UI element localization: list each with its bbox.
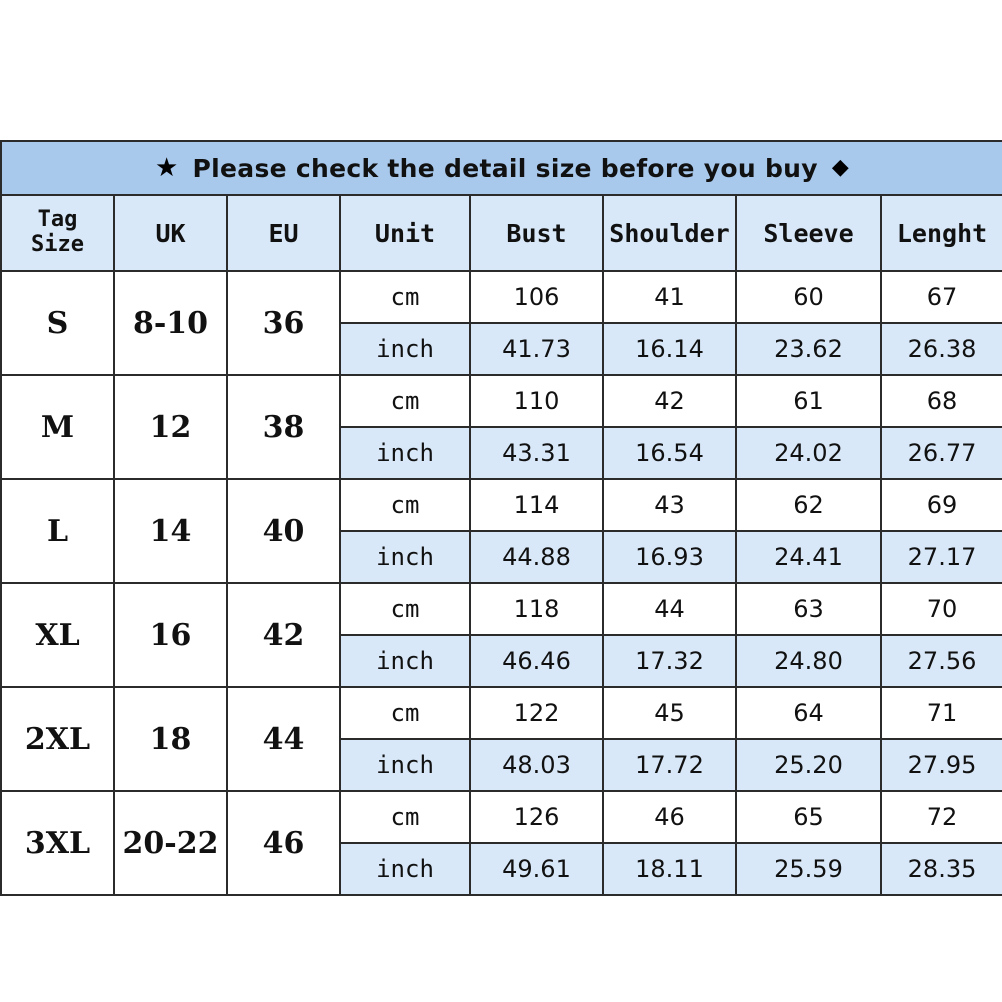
cell-sleeve-inch: 24.02 (736, 427, 881, 479)
cell-unit-cm: cm (340, 375, 470, 427)
cell-uk: 8-10 (114, 271, 227, 375)
column-header-uk: UK (114, 195, 227, 271)
cell-length-inch: 26.38 (881, 323, 1002, 375)
cell-sleeve-inch: 25.20 (736, 739, 881, 791)
cell-bust-cm: 118 (470, 583, 603, 635)
table-row (1, 583, 1002, 635)
column-header-length: Lenght (881, 195, 1002, 271)
cell-uk: 20-22 (114, 791, 227, 895)
cell-eu: 46 (227, 791, 340, 895)
cell-sleeve-inch: 24.41 (736, 531, 881, 583)
cell-bust-cm: 126 (470, 791, 603, 843)
cell-tag-size: S (1, 271, 114, 375)
cell-unit-inch: inch (340, 531, 470, 583)
cell-sleeve-cm: 62 (736, 479, 881, 531)
cell-sleeve-cm: 61 (736, 375, 881, 427)
banner-cell (1, 141, 1002, 195)
cell-eu: 40 (227, 479, 340, 583)
cell-length-inch: 27.17 (881, 531, 1002, 583)
column-header-bust: Bust (470, 195, 603, 271)
cell-shoulder-cm: 43 (603, 479, 736, 531)
header-tag-line2: Size (31, 232, 84, 257)
column-header-tag-size (1, 195, 114, 271)
table-row (1, 479, 1002, 531)
cell-uk: 16 (114, 583, 227, 687)
cell-shoulder-inch: 17.32 (603, 635, 736, 687)
cell-bust-cm: 106 (470, 271, 603, 323)
cell-tag-size: 2XL (1, 687, 114, 791)
column-header-sleeve: Sleeve (736, 195, 881, 271)
cell-unit-inch: inch (340, 635, 470, 687)
cell-shoulder-cm: 44 (603, 583, 736, 635)
cell-bust-inch: 49.61 (470, 843, 603, 895)
cell-unit-inch: inch (340, 323, 470, 375)
cell-unit-cm: cm (340, 583, 470, 635)
cell-tag-size: L (1, 479, 114, 583)
cell-unit-cm: cm (340, 791, 470, 843)
cell-tag-size: XL (1, 583, 114, 687)
cell-shoulder-cm: 45 (603, 687, 736, 739)
cell-bust-cm: 110 (470, 375, 603, 427)
cell-bust-inch: 44.88 (470, 531, 603, 583)
cell-shoulder-inch: 18.11 (603, 843, 736, 895)
cell-sleeve-inch: 24.80 (736, 635, 881, 687)
cell-bust-inch: 46.46 (470, 635, 603, 687)
cell-eu: 38 (227, 375, 340, 479)
table-row (1, 271, 1002, 323)
cell-length-cm: 72 (881, 791, 1002, 843)
cell-unit-cm: cm (340, 687, 470, 739)
cell-unit-cm: cm (340, 271, 470, 323)
header-row (1, 195, 1002, 271)
cell-eu: 36 (227, 271, 340, 375)
cell-length-cm: 69 (881, 479, 1002, 531)
diamond-icon: ◆ (831, 155, 850, 180)
header-tag-line1: Tag (37, 207, 78, 233)
cell-uk: 12 (114, 375, 227, 479)
table-row (1, 375, 1002, 427)
cell-bust-inch: 43.31 (470, 427, 603, 479)
cell-tag-size: M (1, 375, 114, 479)
cell-unit-inch: inch (340, 427, 470, 479)
cell-shoulder-inch: 16.14 (603, 323, 736, 375)
size-chart-table (0, 140, 1002, 896)
cell-shoulder-cm: 46 (603, 791, 736, 843)
cell-sleeve-inch: 25.59 (736, 843, 881, 895)
cell-sleeve-cm: 64 (736, 687, 881, 739)
cell-length-inch: 27.56 (881, 635, 1002, 687)
cell-length-cm: 67 (881, 271, 1002, 323)
cell-uk: 18 (114, 687, 227, 791)
column-header-unit: Unit (340, 195, 470, 271)
column-header-shoulder: Shoulder (603, 195, 736, 271)
cell-sleeve-inch: 23.62 (736, 323, 881, 375)
cell-length-cm: 71 (881, 687, 1002, 739)
cell-bust-inch: 48.03 (470, 739, 603, 791)
star-icon: ★ (154, 153, 179, 183)
cell-length-inch: 28.35 (881, 843, 1002, 895)
cell-shoulder-inch: 17.72 (603, 739, 736, 791)
cell-shoulder-cm: 41 (603, 271, 736, 323)
cell-length-cm: 70 (881, 583, 1002, 635)
cell-shoulder-cm: 42 (603, 375, 736, 427)
cell-bust-cm: 114 (470, 479, 603, 531)
cell-eu: 42 (227, 583, 340, 687)
size-chart-container (0, 140, 1002, 896)
cell-bust-cm: 122 (470, 687, 603, 739)
cell-bust-inch: 41.73 (470, 323, 603, 375)
cell-shoulder-inch: 16.93 (603, 531, 736, 583)
column-header-eu: EU (227, 195, 340, 271)
cell-length-inch: 27.95 (881, 739, 1002, 791)
cell-unit-inch: inch (340, 843, 470, 895)
banner-text: Please check the detail size before you buy (192, 153, 818, 183)
table-row (1, 791, 1002, 843)
cell-tag-size: 3XL (1, 791, 114, 895)
cell-unit-cm: cm (340, 479, 470, 531)
cell-sleeve-cm: 60 (736, 271, 881, 323)
cell-length-inch: 26.77 (881, 427, 1002, 479)
table-row (1, 687, 1002, 739)
cell-sleeve-cm: 65 (736, 791, 881, 843)
cell-sleeve-cm: 63 (736, 583, 881, 635)
banner-row (1, 141, 1002, 195)
cell-uk: 14 (114, 479, 227, 583)
cell-length-cm: 68 (881, 375, 1002, 427)
cell-unit-inch: inch (340, 739, 470, 791)
cell-eu: 44 (227, 687, 340, 791)
cell-shoulder-inch: 16.54 (603, 427, 736, 479)
